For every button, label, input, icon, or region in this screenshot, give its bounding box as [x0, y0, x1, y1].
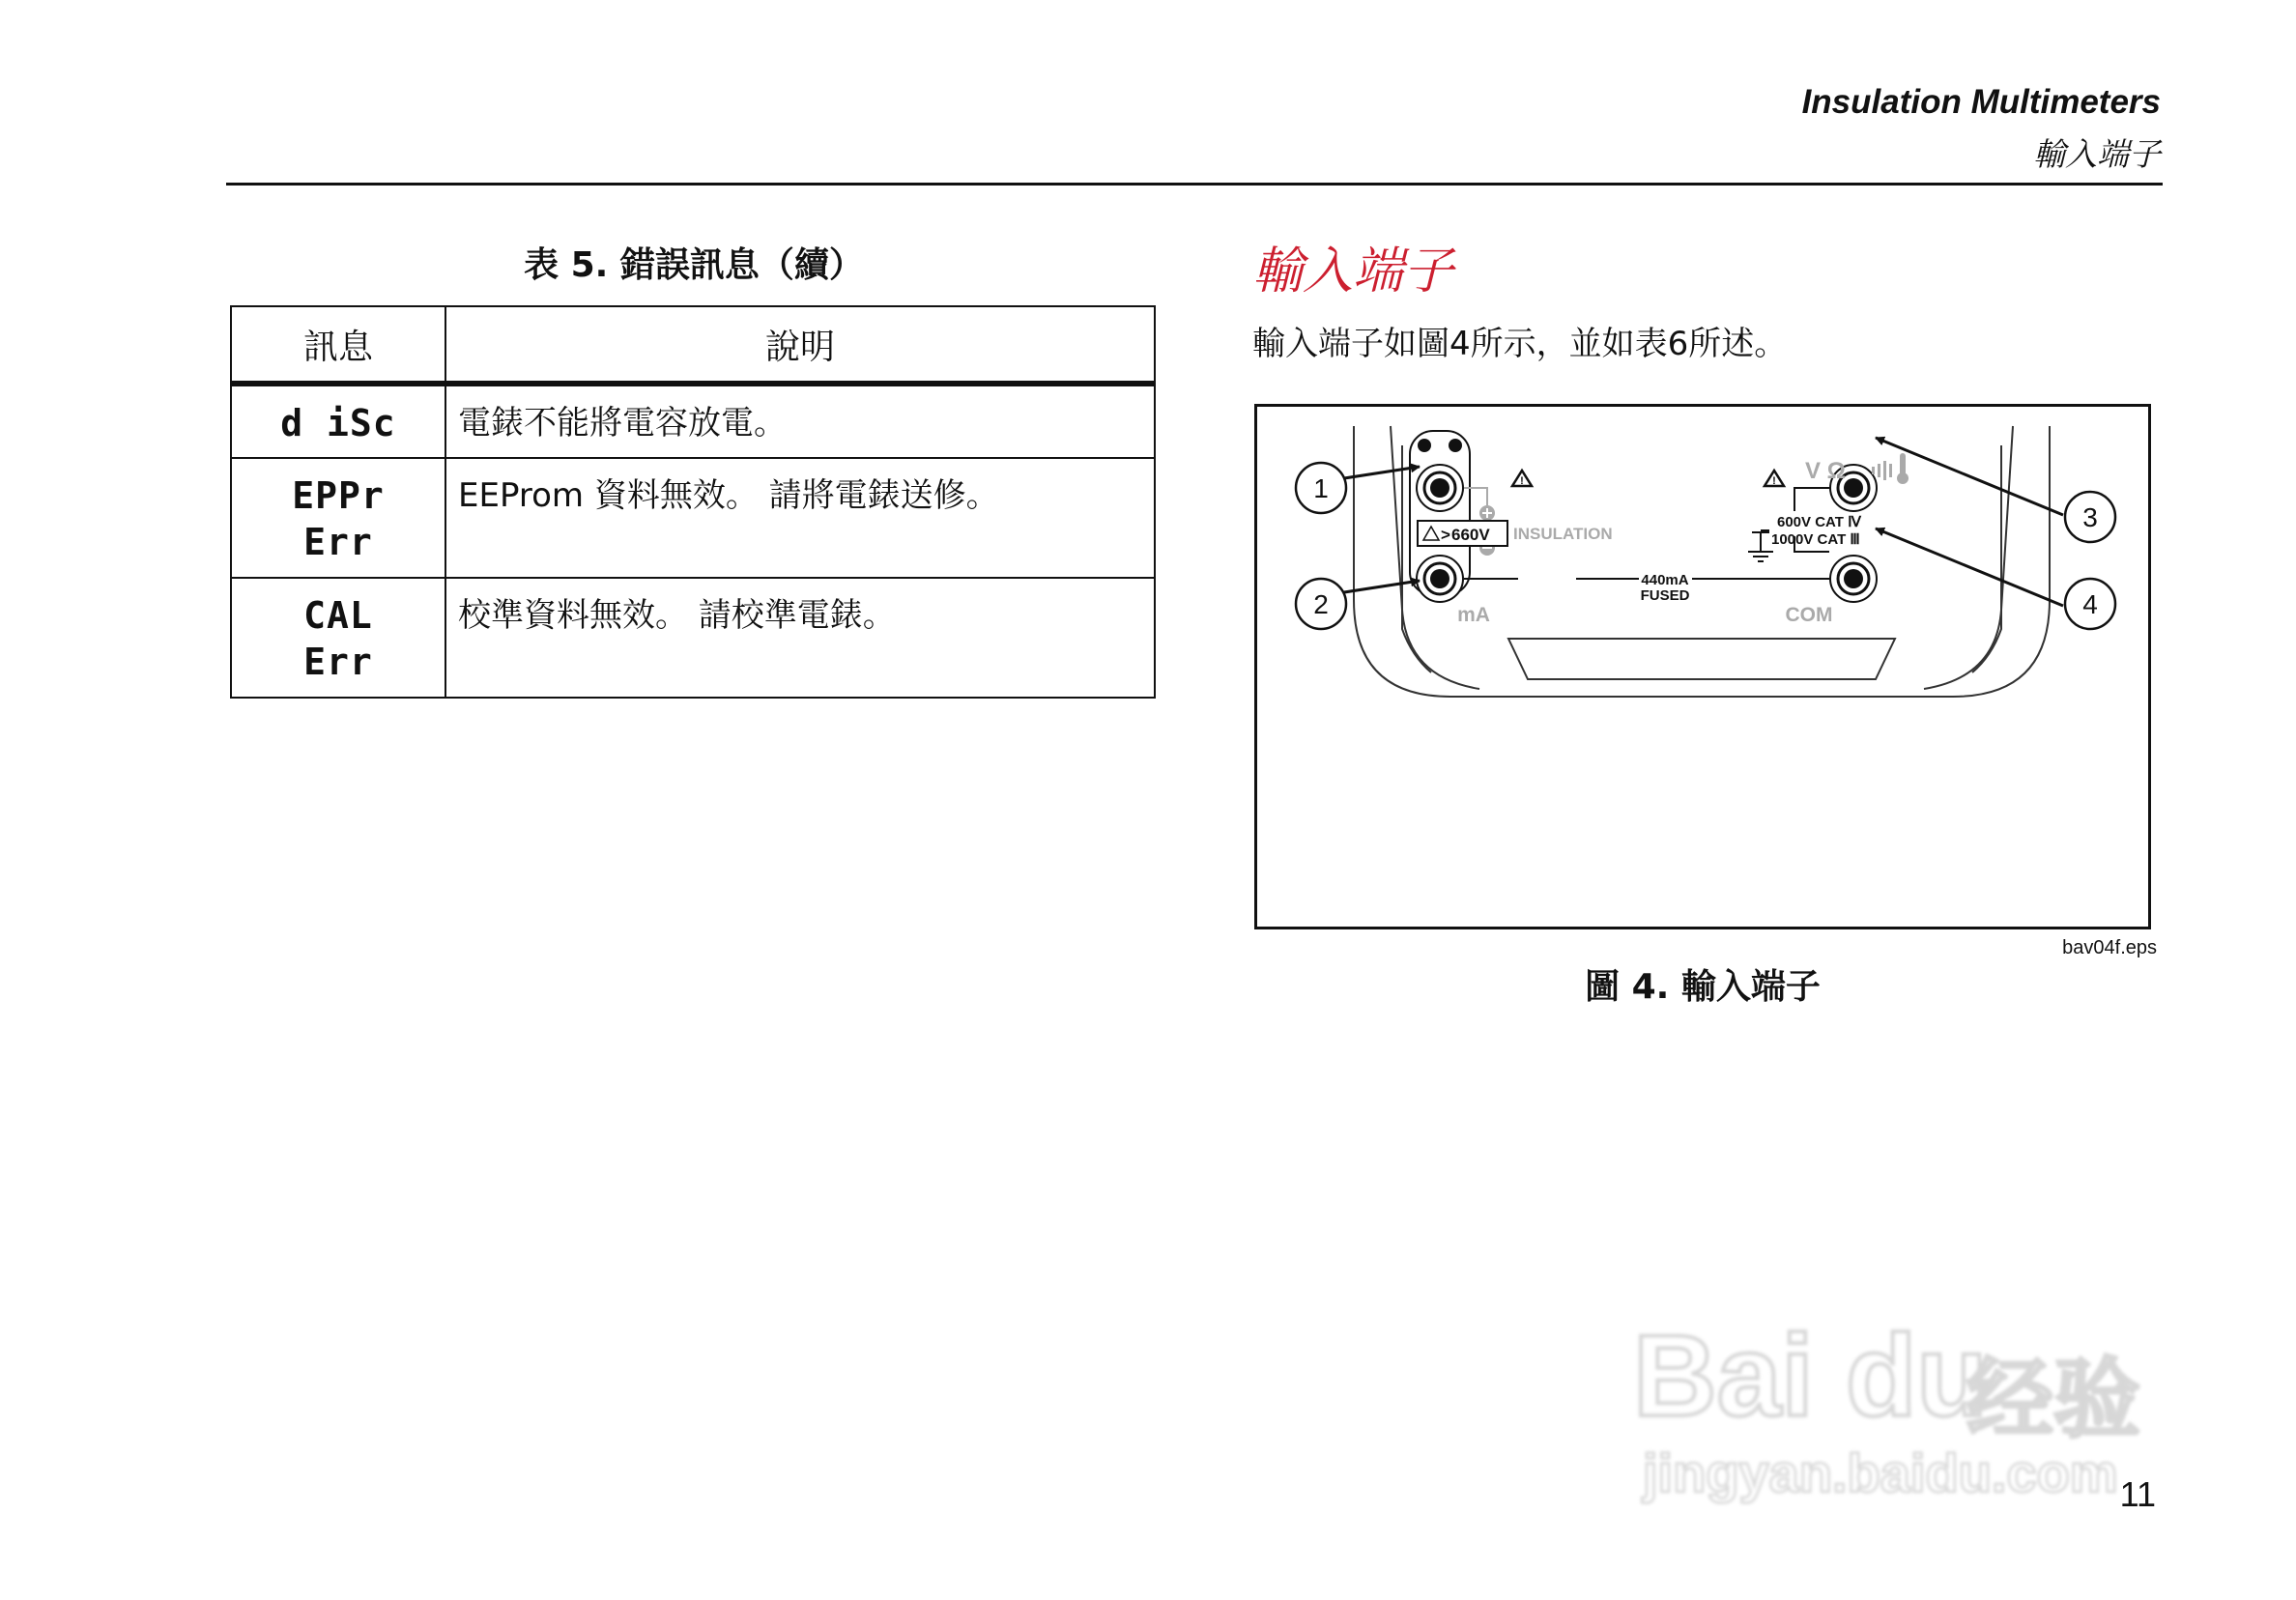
svg-text:3: 3: [2082, 502, 2098, 532]
baidu-watermark: [1623, 1256, 2165, 1517]
section-body: 輸入端子如圖4所示，並如表6所述。: [1252, 325, 1788, 363]
error-messages-table: [230, 305, 1156, 699]
max-voltage-badge: [1418, 521, 1507, 546]
jack-insulation: [1417, 465, 1463, 511]
section-title: 輸入端子: [1252, 243, 1454, 300]
table-row: [231, 384, 1155, 458]
callout-3: [2065, 492, 2115, 542]
error-code: CAL: [303, 594, 373, 637]
error-description: EEProm 資料無效。 請將電錶送修。: [445, 458, 1155, 578]
insulation-label: INSULATION: [1513, 525, 1613, 543]
error-code: Err: [303, 521, 373, 563]
table-row: [231, 578, 1155, 698]
error-code: d iSc: [280, 402, 396, 444]
error-code-cell: [231, 384, 445, 458]
svg-text:!: !: [1520, 475, 1524, 487]
page-number: 11: [2119, 1474, 2156, 1514]
cat-rating-1000: 1000V CAT Ⅲ: [1771, 531, 1860, 548]
error-description: 電錶不能將電容放電。: [445, 384, 1155, 458]
column-header-message: 訊息: [231, 306, 445, 384]
error-description: 校準資料無效。 請校準電錶。: [445, 578, 1155, 698]
jack-ma: [1417, 556, 1463, 602]
cat-rating-600: 600V CAT Ⅳ: [1777, 514, 1861, 530]
fuse-current-label: 440mA: [1641, 572, 1689, 588]
thermometer-icon: [1897, 453, 1909, 484]
svg-text:!: !: [1772, 475, 1776, 487]
volt-ohm-label: V Ω: [1805, 458, 1846, 484]
callout-2: [1296, 579, 1346, 629]
terminal-diagram: [1257, 407, 2148, 927]
header-rule: [226, 183, 2163, 186]
error-code: EPPr: [292, 474, 385, 517]
callout-1: [1296, 463, 1346, 513]
figure-filename: bav04f.eps: [2062, 937, 2157, 958]
svg-text:1: 1: [1313, 473, 1329, 503]
figure-caption: 圖 4. 輸入端子: [1585, 967, 1821, 1007]
table-header-row: [231, 306, 1155, 384]
svg-text:>: >: [1441, 526, 1450, 544]
table-row: [231, 458, 1155, 578]
error-code-cell: [231, 578, 445, 698]
error-code: Err: [303, 641, 373, 683]
running-header-subtitle: 輸入端子: [2033, 135, 2161, 173]
watermark-url: jingyan.baidu.com: [1643, 1443, 2118, 1503]
running-header-title: Insulation Multimeters: [1801, 83, 2161, 121]
column-header-description: 說明: [445, 306, 1155, 384]
watermark-cn: 经验: [1966, 1349, 2140, 1450]
input-terminals-figure: [1254, 404, 2151, 929]
callout-4: [2065, 579, 2115, 629]
warning-icon: [1765, 471, 1784, 487]
com-label: COM: [1785, 604, 1833, 626]
ma-label: mA: [1457, 604, 1490, 626]
error-code-cell: [231, 458, 445, 578]
svg-text:4: 4: [2082, 589, 2098, 619]
fuse-label: FUSED: [1640, 587, 1690, 604]
plus-icon: [1479, 505, 1495, 521]
jack-com: [1830, 556, 1877, 602]
warning-icon: [1512, 471, 1532, 487]
max-voltage-label: 660V: [1451, 526, 1490, 544]
watermark-brand: Bai du: [1633, 1311, 1988, 1441]
table-caption: 表 5. 錯誤訊息（續）: [524, 245, 864, 285]
svg-text:2: 2: [1313, 589, 1329, 619]
